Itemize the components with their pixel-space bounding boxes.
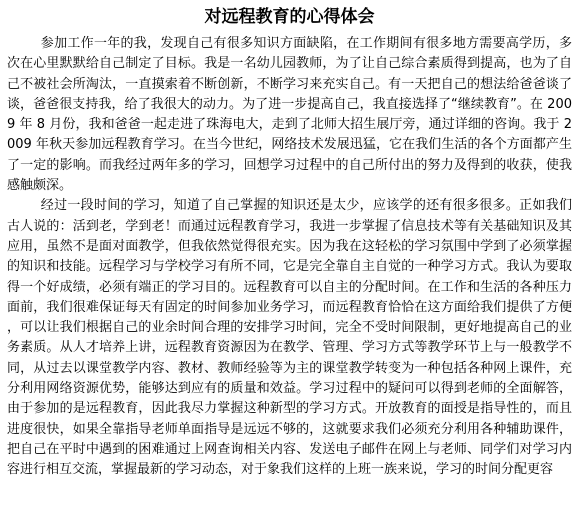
paragraph-intro: 参加工作一年的我，发现自己有很多知识方面缺陷，在工作期间有很多地方需要高学历，多次在心里默默给自己制定了目标。我是一名幼儿园教师，为了让自己综合素质得到提高，也为了自己不被社会所淘汰，一直摸索着不断创新，不断学习来充实自己。有一天把自己的想法给爸爸谈了谈，爸爸很支持我，给了我很大的动力。为了进一步提高自己，我直接选择了“继续教育”。在 2009 年 8 月份，我和爸爸一起走进了珠海电大，走到了北师大招生展厅旁，通过详细的咨询。我于 2009 年秋天参加远程教育学习。在当今世纪，网络技术发展迅猛，它在我们生活的各个方面都产生了一定的影响。而我经过两年多的学习，回想学习过程中的自己所付出的努力及得到的收获，使我感触颇深。 bbox=[7, 36, 572, 194]
document-title: 对远程教育的心得体会 bbox=[204, 7, 375, 27]
paragraph-learning-experience: 经过一段时间的学习，知道了自己掌握的知识还是太少，应该学的还有很多很多。正如我们古人说的：活到老，学到老！而通过远程教育学习，我进一步掌握了信息技术等有关基础知识及其应用，虽然不是面对面教学，但我依然觉得很充实。因为我在这轻松的学习氛围中学到了必须掌握的知识和技能。远程学习与学校学习有所不同，它是完全靠自主自觉的一种学习方式。我认为要取得一个好成绩，必须有端正的学习目的。远程教育可以自主的分配时间。在工作和生活的各种压力面前，我们很难保证每天有固定的时间参加业务学习，而远程教育恰恰在这方面给我们提供了方便，可以让我们根据自己的业余时间合理的安排学习时间，完全不受时间限制，更好地提高自己的业务素质。从人才培养上讲，远程教育资源因为在教学、管理、学习方式等教学环节上与一般教学不同，从过去以课堂教学内容、教材、教师经验等为主的课堂教学转变为一种包括各种网上课件，充分利用网络资源优势，能够达到应有的质量和效益。学习过程中的疑问可以得到老师的全面解答，由于参加的是远程教育，因此我尽力掌握这种新型的学习方式。开放教育的面授是指导性的，而且进度很快，如果全靠指导老师单面指导是远远不够的，这就要求我们必须充分利用各种辅助课件，把自己在平时中遇到的困难通过上网查询相关内容、发送电子邮件在网上与老师、同学们对学习内容进行相互交流，掌握最新的学习动态，对于象我们这样的上班一族来说，学习的时间分配更容 bbox=[7, 198, 572, 478]
